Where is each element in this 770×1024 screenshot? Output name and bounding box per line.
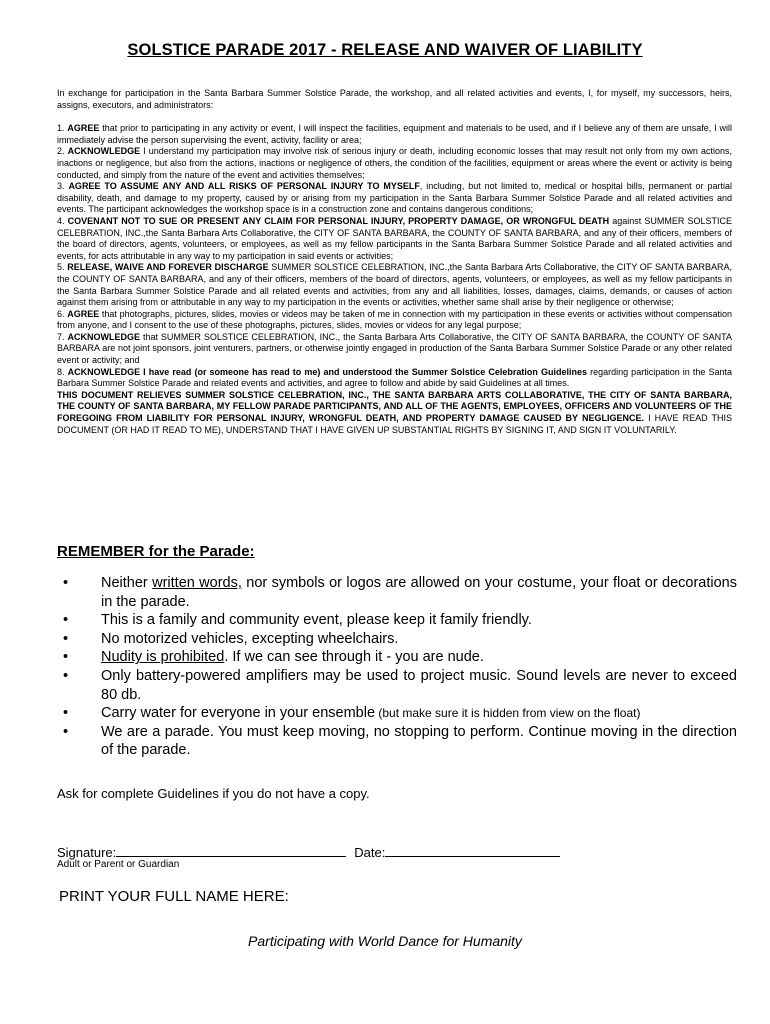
- bullet-icon: •: [63, 667, 69, 684]
- bullet-icon: •: [63, 649, 69, 666]
- list-item: • We are a parade. You must keep moving, no stopping to perform. Continue moving in the direction of the parade.: [63, 723, 737, 759]
- clause-6: 6. AGREE that photographs, pictures, slides, movies or videos may be taken of me in connection with my participation in these events or activities without compensation from anyone, and I consent to the use of these photographs, pictures, slides, movies or videos for any legal purpose;: [57, 308, 732, 331]
- clause-1: 1. AGREE that prior to participating in any activity or event, I will inspect the facilities, equipment and materials to be used, and if I believe any of them are unsafe, I will immediately advise the person supervising the event, activity, facility or area;: [57, 123, 732, 145]
- guidelines-note: Ask for complete Guidelines if you do not have a copy.: [57, 786, 370, 801]
- list-item: • No motorized vehicles, excepting wheelchairs.: [63, 630, 399, 647]
- clause-3: 3. AGREE TO ASSUME ANY AND ALL RISKS OF PERSONAL INJURY TO MYSELF, including, but not limited to, medical or hospital bills, permanent or partial disability, death, and damage to my property, caused by or arising from my participation in the Santa Barbara Summer Solstice Parade and all related activities and events. The participant acknowledges the workshop space is in a construction zone and contains dangerous conditions;: [57, 181, 732, 215]
- clause-2: 2. ACKNOWLEDGE I understand my participation may involve risk of serious injury or death, including economic losses that may result not only from my own actions, inactions or negligence, but also from the actions, inactions or negligence of others, the condition of the facilities, equipment or areas where the event or activity is being conducted, and simply from the nature of the event and activities themselves;: [57, 146, 732, 180]
- page-title: SOLSTICE PARADE 2017 - RELEASE AND WAIVER OF LIABILITY: [127, 41, 643, 59]
- signature-sublabel: Adult or Parent or Guardian: [57, 859, 180, 870]
- list-item: • Carry water for everyone in your ensemble (but make sure it is hidden from view on the float): [63, 705, 641, 722]
- clause-8: 8. ACKNOWLEDGE I have read (or someone has read to me) and understood the Summer Solstice Celebration Guidelines regarding participation in the Santa Barbara Summer Solstice Parade and related events and activities, and agree to follow and abide by said Guidelines at all times.: [57, 366, 732, 389]
- signature-line[interactable]: [116, 842, 346, 857]
- bullet-icon: •: [63, 723, 69, 740]
- signature-label: Signature:: [57, 845, 117, 860]
- bullet-icon: •: [63, 705, 69, 722]
- closing-statement: THIS DOCUMENT RELIEVES SUMMER SOLSTICE CELEBRATION, INC., THE SANTA BARBARA ARTS COLLABORATIVE, THE CITY OF SANTA BARBARA, THE COUNTY OF SANTA BARBARA, MY FELLOW PARADE PARTICIPANTS, AND ALL OF THE AGENTS, EMPLOYEES, OFFICERS AND VOLUNTEERS OF THE FOREGOING FROM LIABILITY FOR PERSONAL INJURY, WRONGFUL DEATH, AND PROPERTY DAMAGE CAUSED BY NEGLIGENCE. I HAVE READ THIS DOCUMENT (OR HAD IT READ TO ME), UNDERSTAND THAT I HAVE GIVEN UP SUBSTANTIAL RIGHTS BY SIGNING IT, AND SIGN IT VOLUNTARILY.: [57, 389, 733, 435]
- clause-4: 4. COVENANT NOT TO SUE OR PRESENT ANY CLAIM FOR PERSONAL INJURY, PROPERTY DAMAGE, OR WRONGFUL DEATH against SUMMER SOLSTICE CELEBRATION, INC.,the Santa Barbara Arts Collaborative, the CITY OF SANTA BARBARA, the COUNTY OF SANTA BARBARA, and any of their officers, members of the board of directors, agents, volunteers, or employees, as well as my fellow participants in the Santa Barbara Summer Solstice Parade and all related activities and events, for acts attributable in any way to my participation in said events or activities;: [57, 215, 732, 261]
- print-name-label: PRINT YOUR FULL NAME HERE:: [59, 888, 289, 905]
- bullet-icon: •: [63, 630, 69, 647]
- remember-heading: REMEMBER for the Parade:: [57, 543, 255, 560]
- bullet-icon: •: [63, 612, 69, 629]
- intro-paragraph: In exchange for participation in the Santa Barbara Summer Solstice Parade, the workshop, and all related activities and events, I, for myself, my successors, heirs, assigns, executors, and administrators:: [57, 88, 732, 110]
- list-item: • Only battery-powered amplifiers may be used to project music. Sound levels are never to exceed 80 db.: [63, 667, 737, 703]
- waiver-text: [57, 88, 732, 436]
- clause-7: 7. ACKNOWLEDGE that SUMMER SOLSTICE CELEBRATION, INC., the Santa Barbara Arts Collaborative, the CITY OF SANTA BARBARA, the COUNTY OF SANTA BARBARA are not joint sponsors, joint venturers, partners, or otherwise jointly engaged in production of the Santa Barbara Summer Solstice Parade or any other related event or activity; and: [57, 331, 732, 366]
- clause-5: 5. RELEASE, WAIVE AND FOREVER DISCHARGE SUMMER SOLSTICE CELEBRATION, INC.,the Santa Barbara Arts Collaborative, the CITY OF SANTA BARBARA, the COUNTY OF SANTA BARBARA, and any of their officers, members of the board of directors, agents, volunteers, or employees, as well as my fellow participants in the Santa Barbara Summer Solstice Parade and all related events and activities, from any and all liabilities, losses, damages, claims, demands, or causes of action against them arising from or attributable in any way to my participation in the events or activities, whether same shall arise by their negligence or otherwise;: [57, 262, 732, 308]
- footer-tagline: Participating with World Dance for Humanity: [248, 933, 522, 949]
- list-item: • Neither written words, nor symbols or logos are allowed on your costume, your float or decorations in the parade.: [63, 575, 737, 610]
- date-line[interactable]: [385, 842, 560, 857]
- date-label: Date:: [354, 845, 386, 860]
- list-item: • Nudity is prohibited. If we can see through it - you are nude.: [63, 649, 484, 666]
- parade-rules-list: [57, 574, 737, 760]
- bullet-icon: •: [63, 575, 69, 591]
- signature-row: [57, 842, 560, 860]
- list-item: • This is a family and community event, please keep it family friendly.: [63, 612, 532, 629]
